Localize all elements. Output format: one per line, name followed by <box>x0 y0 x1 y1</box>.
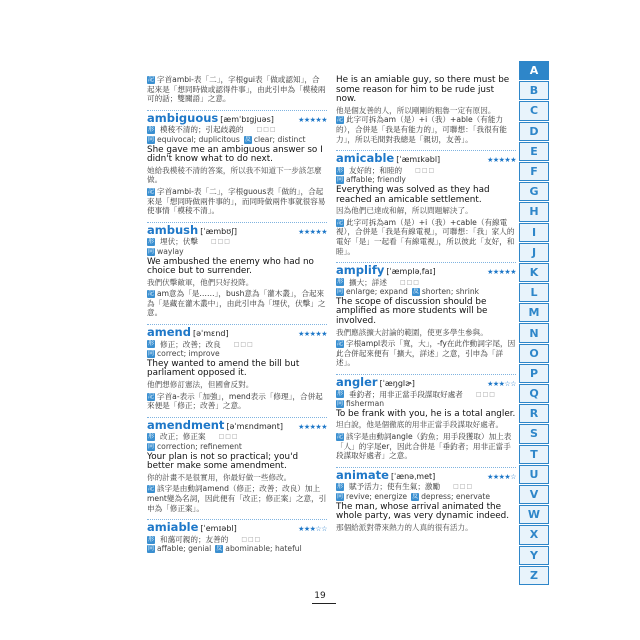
synonym-icon: 同 <box>336 492 343 500</box>
entry-header <box>147 520 327 535</box>
definition-line <box>336 166 516 176</box>
memory-note-text: 此字可拆為am（是）+i（我）+cable（有線電視），合併是「我是有線電視」，可聯想：「我」家人的電好「是」一起看「有線電視」，所以彼此「友好，和睦」。 <box>336 217 515 256</box>
entry-header <box>336 467 516 483</box>
part-of-speech-icon: 形 <box>336 278 343 286</box>
example-en: The scope of discussion should be amplified as more students will be involved. <box>336 296 488 327</box>
headword: ambush <box>147 222 199 237</box>
dictionary-entry <box>336 467 516 533</box>
entry-header <box>336 263 516 278</box>
page-number-underline <box>312 603 336 604</box>
synonym-line <box>147 349 327 359</box>
headword: animate <box>336 467 389 482</box>
example-en: To be frank with you, he is a total angler. <box>336 408 516 419</box>
frequency-stars: ★★★★★ <box>298 422 327 431</box>
definition: 賦予活力；使有生氣；激勵 <box>349 482 441 492</box>
antonyms: abominable; hateful <box>225 544 302 554</box>
memory-note-text: 字根ampl表示「寬，大」，-fy在此作動詞字尾，因此合併起來便有「擴大，詳述」之意，引申為「詳述」。 <box>336 339 516 368</box>
frequency-stars: ★★★★★ <box>487 268 516 277</box>
alphabet-tab-z[interactable]: Z <box>519 566 549 585</box>
synonyms: affable; genial <box>157 544 212 554</box>
synonyms: affable; friendly <box>346 175 406 185</box>
example-en: Everything was solved as they had reached an amicable settlement. <box>336 184 490 205</box>
alphabet-index <box>519 61 549 586</box>
frequency-stars: ★★★★★ <box>298 227 327 236</box>
headword: amend <box>147 325 191 340</box>
memory-note-text: am意為「是……」，bush意為「灌木叢」，合起來為「是藏在灌木叢中」，由此引申為「埋伏，伏擊」之意。 <box>147 289 326 318</box>
memory-note <box>336 339 516 368</box>
headword-group <box>336 151 441 166</box>
definition-line <box>147 237 327 247</box>
example-en: They wanted to amend the bill but parliament opposed it. <box>147 358 300 379</box>
continued-note-text: 此字可拆為am（是）+i（我）+able（有能力的），合併是「我是有能力的」，可聯想：「我很有能力」，所以毛間對我總是「親切，友善」。 <box>336 115 507 144</box>
dictionary-entry <box>336 374 516 461</box>
alphabet-tab-l[interactable]: L <box>519 283 549 302</box>
continued-note <box>336 115 516 144</box>
synonym-icon: 同 <box>147 135 154 143</box>
alphabet-tab-w[interactable]: W <box>519 505 549 524</box>
part-of-speech-icon: 形 <box>336 483 343 491</box>
synonym-line <box>147 442 327 452</box>
synonym-icon: 同 <box>336 400 343 408</box>
memory-note <box>336 432 516 461</box>
frequency-stars: ★★★★★ <box>298 115 327 124</box>
definition-line <box>147 535 327 545</box>
definition: 友好的；和睦的 <box>349 165 403 175</box>
synonyms: enlarge; expand <box>346 287 408 297</box>
definition-line <box>336 482 516 492</box>
synonym-icon: 同 <box>147 247 154 255</box>
memory-note <box>147 289 327 318</box>
phonetic: [əˈmɛndmənt] <box>226 421 283 431</box>
synonym-line <box>336 287 516 297</box>
alphabet-tab-n[interactable]: N <box>519 323 549 342</box>
frequency-stars: ★★★★☆ <box>487 472 516 481</box>
frequency-stars: ★★★☆☆ <box>487 380 516 389</box>
synonym-icon: 同 <box>147 545 154 553</box>
memory-tip-icon: 記 <box>147 485 154 493</box>
memory-note <box>147 484 327 513</box>
page-number: 19 <box>314 591 326 601</box>
left-entry-list <box>147 110 327 554</box>
example-zh: 我們應該擴大討論的範圍，使更多學生參與。 <box>336 327 488 337</box>
definition: 垂釣者；用非正當手段謀取好處者 <box>349 389 463 399</box>
antonyms: depress; enervate <box>421 491 491 501</box>
phonetic: [ˈæmpləˌfaɪ] <box>386 267 436 277</box>
part-of-speech-icon: 形 <box>147 433 154 441</box>
memory-tip-icon: 記 <box>336 116 343 124</box>
definition-line <box>147 432 327 442</box>
entry-header <box>336 151 516 166</box>
synonyms: waylay <box>157 246 184 256</box>
headword: amiable <box>147 520 199 535</box>
memory-note-text: 該字是由動詞amend（修正；改善；改良）加上ment變為名詞，因此便有「改正；修正案」之意，引申為「修正案」。 <box>147 484 327 513</box>
top-note <box>147 75 327 104</box>
checkbox-icons: □□□ <box>241 535 262 543</box>
example-en: Your plan is not so practical; you'd better make some amendment. <box>147 451 299 472</box>
definition: 修正；改善；改良 <box>160 339 221 349</box>
antonym-icon: 反 <box>412 492 419 500</box>
alphabet-tab-f[interactable]: F <box>519 162 549 181</box>
synonym-line <box>147 544 327 554</box>
alphabet-tab-v[interactable]: V <box>519 485 549 504</box>
synonym-line <box>336 399 516 409</box>
part-of-speech-icon: 形 <box>336 390 343 398</box>
memory-tip-icon: 記 <box>147 76 154 83</box>
synonyms: equivocal; duplicitous <box>157 134 240 144</box>
entry-header <box>147 325 327 340</box>
right-entry-list <box>336 150 516 532</box>
entry-header <box>147 417 327 433</box>
synonyms: revive; energize <box>346 491 408 501</box>
phonetic: [ˈæŋglɚ] <box>379 379 415 389</box>
headword-group <box>336 467 436 482</box>
definition: 擴大；詳述 <box>349 277 387 287</box>
phonetic: [ˈæmbʊʃ] <box>200 226 237 236</box>
memory-note-text: 該字是由動詞angle（釣魚；用手段獲取）加上表「人」的字尾er，因此合併是「垂釣者；用非正當手段謀取好處者」之意。 <box>336 432 512 461</box>
headword-group <box>147 222 237 237</box>
example-zh: 因為他們已達成和解，所以問題解決了。 <box>336 206 473 216</box>
example-zh: 你的計畫不是很實用，你最好做一些修改。 <box>147 472 292 482</box>
alphabet-tab-q[interactable]: Q <box>519 384 549 403</box>
alphabet-tab-s[interactable]: S <box>519 424 549 443</box>
synonym-line <box>336 175 516 185</box>
example-zh: 我們伏擊敵軍，他們只好投降。 <box>147 277 254 287</box>
part-of-speech-icon: 形 <box>336 166 343 174</box>
example-zh: 他們想修訂憲法，但國會反對。 <box>147 380 254 390</box>
example-en: She gave me an ambiguous answer so I didn't know what to do next. <box>147 144 323 165</box>
dictionary-entry <box>147 222 327 318</box>
memory-note-text: 字首a-表示「加強」，mend表示「修理」，合併起來便是「修正；改善」之意。 <box>147 391 323 411</box>
antonyms: clear; distinct <box>253 134 306 144</box>
definition: 改正；修正案 <box>160 432 206 442</box>
synonyms: fisherman <box>346 399 385 409</box>
alphabet-tab-j[interactable]: J <box>519 243 549 262</box>
top-note-text: 字首ambi-表「二」，字根gui表「做或認知」，合起來是「想同時做或認得件事」，由此引申為「模稜兩可的話；雙關語」之意。 <box>147 75 326 104</box>
antonym-icon: 反 <box>244 135 251 143</box>
alphabet-tab-e[interactable]: E <box>519 142 549 161</box>
alphabet-tab-x[interactable]: X <box>519 525 549 544</box>
synonym-icon: 同 <box>336 176 343 184</box>
alphabet-tab-d[interactable]: D <box>519 122 549 141</box>
headword-group <box>336 263 436 278</box>
checkbox-icons: □□□ <box>415 166 436 174</box>
alphabet-tab-t[interactable]: T <box>519 445 549 464</box>
frequency-stars: ★★★☆☆ <box>298 525 327 534</box>
memory-note <box>147 392 327 411</box>
alphabet-tab-u[interactable]: U <box>519 465 549 484</box>
definition-line <box>336 278 516 288</box>
phonetic: [əˈmɛnd] <box>192 329 229 339</box>
memory-tip-icon: 記 <box>147 187 154 195</box>
memory-tip-icon: 記 <box>147 392 154 400</box>
headword: ambiguous <box>147 110 219 125</box>
synonym-icon: 同 <box>336 288 343 296</box>
headword-group <box>147 520 237 535</box>
antonym-icon: 反 <box>412 288 419 296</box>
alphabet-tab-h[interactable]: H <box>519 202 549 221</box>
phonetic: [æmˈbɪgjuəs] <box>220 114 274 124</box>
headword: amendment <box>147 417 225 432</box>
alphabet-tab-m[interactable]: M <box>519 303 549 322</box>
part-of-speech-icon: 形 <box>147 238 154 246</box>
antonyms: shorten; shrink <box>421 287 480 297</box>
alphabet-tab-i[interactable]: I <box>519 223 549 242</box>
right-column <box>336 75 516 532</box>
synonyms: correct; improve <box>157 349 220 359</box>
synonym-line <box>147 135 327 145</box>
example-en: The man, whose arrival animated the whole party, was very dynamic indeed. <box>336 501 510 522</box>
part-of-speech-icon: 形 <box>147 340 154 348</box>
alphabet-tab-p[interactable]: P <box>519 364 549 383</box>
alphabet-tab-y[interactable]: Y <box>519 546 549 565</box>
headword: amplify <box>336 263 385 278</box>
left-column <box>147 75 327 554</box>
headword-group <box>147 325 229 340</box>
memory-tip-icon: 記 <box>336 433 343 440</box>
checkbox-icons: □□□ <box>453 483 474 491</box>
continued-example-en: He is an amiable guy, so there must be some reason for him to be rude just now. <box>336 75 510 105</box>
alphabet-tab-r[interactable]: R <box>519 404 549 423</box>
alphabet-tab-a[interactable]: A <box>519 61 549 80</box>
dictionary-entry <box>147 519 327 554</box>
definition: 和藹可親的；友善的 <box>160 534 229 544</box>
frequency-stars: ★★★★★ <box>298 330 327 339</box>
headword-group <box>336 375 415 390</box>
headword: amicable <box>336 151 395 166</box>
checkbox-icons: □□□ <box>218 433 239 441</box>
entry-header <box>147 110 327 126</box>
frequency-stars: ★★★★★ <box>487 156 516 165</box>
entry-header <box>147 222 327 238</box>
phonetic: [ˈæmɪkəbl] <box>396 155 441 165</box>
memory-tip-icon: 記 <box>147 290 154 298</box>
checkbox-icons: □□□ <box>256 126 277 134</box>
phonetic: [ˈemɪəbl] <box>200 524 237 534</box>
definition-line <box>147 125 327 135</box>
synonym-line <box>147 247 327 257</box>
entry-header <box>336 375 516 390</box>
memory-note-text: 字首ambi-表「二」，字根guous表「做的」，合起來是「想同時做兩件事的」，而同時做兩件事就很容易使事情「模稜不清」。 <box>147 186 326 216</box>
memory-tip-icon: 記 <box>336 218 343 226</box>
phonetic: [ˈænəˌmet] <box>390 471 436 481</box>
example-zh: 坦白說，他是個徹底的用非正當手段謀取好處者。 <box>336 420 504 430</box>
checkbox-icons: □□□ <box>233 340 254 348</box>
alphabet-tab-o[interactable]: O <box>519 344 549 363</box>
continued-example-zh: 他是個友善的人，所以剛剛的粗魯一定有原因。 <box>336 105 496 115</box>
dictionary-entry <box>147 324 327 411</box>
definition: 埋伏；伏擊 <box>160 237 198 247</box>
example-zh: 那個給派對帶來熱力的人真的很有活力。 <box>336 522 473 532</box>
alphabet-tab-k[interactable]: K <box>519 263 549 282</box>
antonym-icon: 反 <box>216 545 223 553</box>
example-zh: 她給我模稜不清的答案，所以我不知道下一步該怎麼做。 <box>147 165 322 185</box>
dictionary-entry <box>336 150 516 256</box>
synonym-icon: 同 <box>147 443 154 450</box>
part-of-speech-icon: 形 <box>147 126 154 134</box>
dictionary-entry <box>336 262 516 368</box>
memory-tip-icon: 記 <box>336 340 343 348</box>
headword-group <box>147 417 283 432</box>
part-of-speech-icon: 形 <box>147 535 154 543</box>
alphabet-tab-c[interactable]: C <box>519 101 549 120</box>
dictionary-entry <box>147 417 327 513</box>
synonym-line <box>336 492 516 502</box>
checkbox-icons: □□□ <box>210 238 231 246</box>
checkbox-icons: □□□ <box>399 278 420 286</box>
checkbox-icons: □□□ <box>475 390 496 398</box>
memory-note <box>147 187 327 216</box>
memory-note <box>336 218 516 256</box>
definition-line <box>336 390 516 400</box>
headword-group <box>147 110 274 125</box>
headword: angler <box>336 375 378 390</box>
synonyms: correction; refinement <box>157 442 242 451</box>
alphabet-tab-b[interactable]: B <box>519 81 549 100</box>
dictionary-entry <box>147 110 327 216</box>
definition: 模稜不清的；引起歧義的 <box>160 125 244 135</box>
synonym-icon: 同 <box>147 350 154 358</box>
alphabet-tab-g[interactable]: G <box>519 182 549 201</box>
definition-line <box>147 340 327 350</box>
example-en: We ambushed the enemy who had no choice but to surrender. <box>147 256 314 277</box>
